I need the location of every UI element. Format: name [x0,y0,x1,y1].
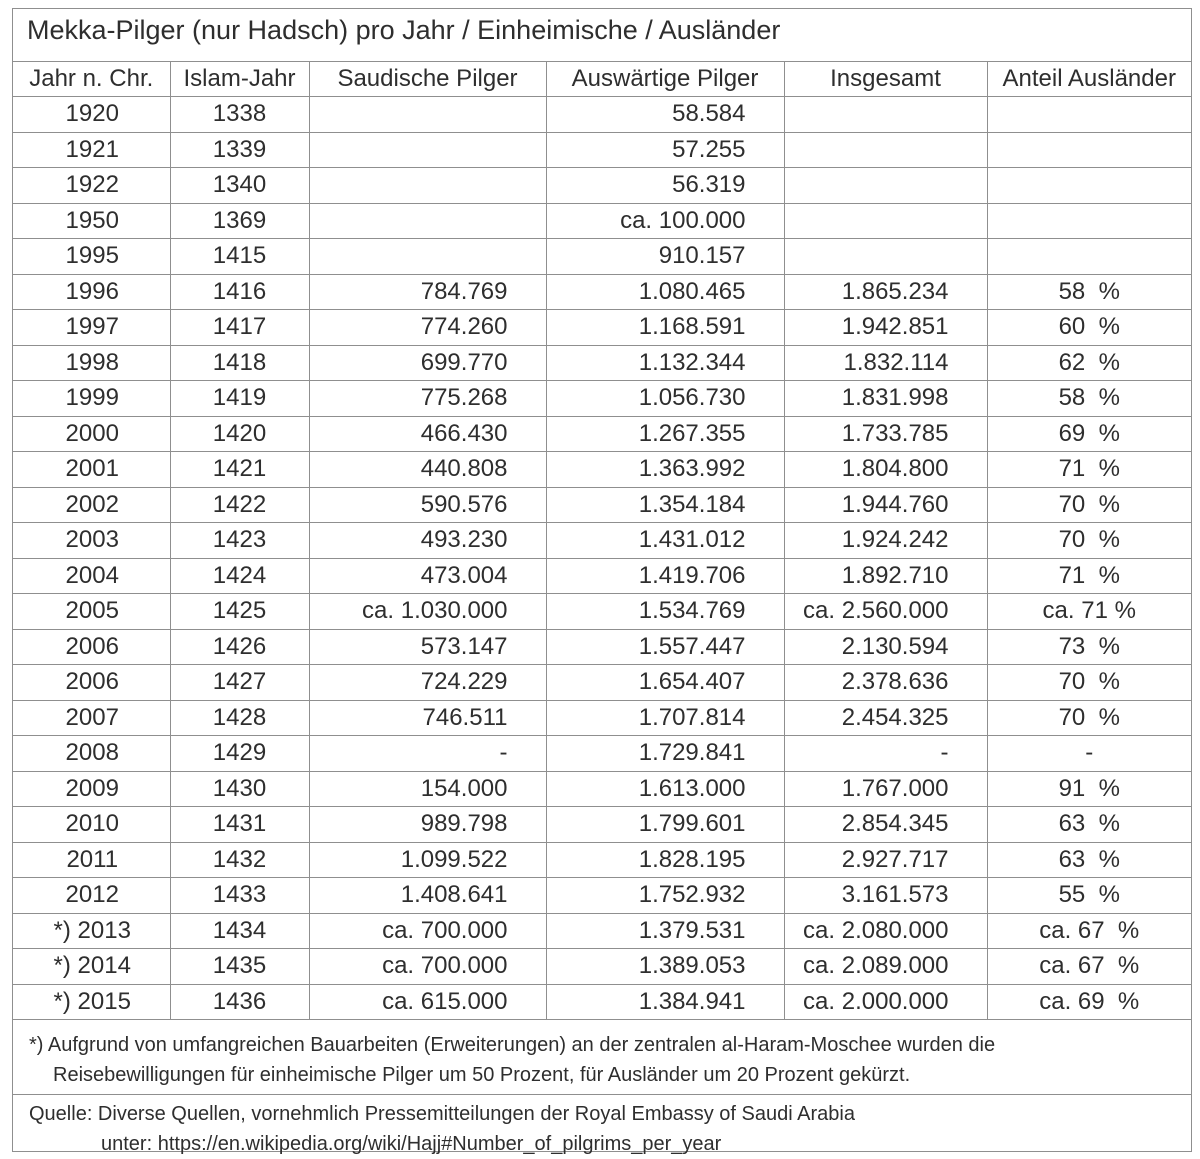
table-row [13,381,1191,417]
cell-year: 1920 [13,97,170,133]
source-note [13,1095,1191,1159]
cell-foreign-share: 69 % [987,416,1191,452]
cell-foreign-share: 63 % [987,842,1191,878]
source-url[interactable]: https://en.wikipedia.org/wiki/Hajj#Number_of_pilgrims_per_year [157,1133,722,1155]
cell-islam-year: 1425 [170,594,309,630]
cell-foreign-pilgrims: 1.752.932 [546,878,784,914]
cell-saudi-pilgrims: 154.000 [309,771,546,807]
cell-islam-year: 1432 [170,842,309,878]
cell-islam-year: 1428 [170,700,309,736]
cell-total: 2.854.345 [784,807,987,843]
cell-year: *) 2013 [13,913,170,949]
cell-total: 1.942.851 [784,310,987,346]
cell-total: 1.944.760 [784,487,987,523]
cell-islam-year: 1369 [170,203,309,239]
cell-foreign-pilgrims: 1.431.012 [546,523,784,559]
cell-foreign-pilgrims: 1.707.814 [546,700,784,736]
cell-saudi-pilgrims: 784.769 [309,274,546,310]
cell-year: 1922 [13,168,170,204]
cell-foreign-share: ca. 69 % [987,984,1191,1020]
cell-year: 2010 [13,807,170,843]
source-prefix: unter: [101,1133,153,1155]
header-foreign-pilgrims: Auswärtige Pilger [546,61,784,97]
cell-foreign-pilgrims: 1.799.601 [546,807,784,843]
cell-foreign-pilgrims: 910.157 [546,239,784,275]
cell-foreign-pilgrims: ca. 100.000 [546,203,784,239]
table-body [13,97,1191,1020]
cell-year: 1999 [13,381,170,417]
header-saudi-pilgrims: Saudische Pilger [309,61,546,97]
cell-total [784,97,987,133]
cell-foreign-pilgrims: 1.729.841 [546,736,784,772]
cell-total [784,168,987,204]
cell-total [784,132,987,168]
cell-year: 2002 [13,487,170,523]
header-row [13,61,1191,97]
cell-year: 2000 [13,416,170,452]
cell-islam-year: 1431 [170,807,309,843]
cell-foreign-share: 55 % [987,878,1191,914]
cell-saudi-pilgrims: 590.576 [309,487,546,523]
table-row [13,274,1191,310]
cell-total: 2.454.325 [784,700,987,736]
table-row [13,984,1191,1020]
cell-foreign-share: 70 % [987,487,1191,523]
cell-saudi-pilgrims [309,239,546,275]
table-row [13,203,1191,239]
cell-saudi-pilgrims: 440.808 [309,452,546,488]
cell-saudi-pilgrims: ca. 700.000 [309,949,546,985]
cell-islam-year: 1338 [170,97,309,133]
cell-foreign-pilgrims: 1.354.184 [546,487,784,523]
cell-islam-year: 1416 [170,274,309,310]
cell-islam-year: 1433 [170,878,309,914]
cell-foreign-pilgrims: 1.080.465 [546,274,784,310]
cell-year: 2003 [13,523,170,559]
cell-total [784,239,987,275]
cell-year: 1998 [13,345,170,381]
cell-saudi-pilgrims: 724.229 [309,665,546,701]
cell-year: 2012 [13,878,170,914]
cell-year: 2001 [13,452,170,488]
cell-foreign-share: ca. 71 % [987,594,1191,630]
cell-saudi-pilgrims: 493.230 [309,523,546,559]
cell-total [784,203,987,239]
cell-foreign-share [987,203,1191,239]
footnote-line2: Reisebewilligungen für einheimische Pilger um 50 Prozent, für Ausländer um 20 Prozent gekürzt. [53,1064,911,1086]
cell-foreign-share [987,239,1191,275]
cell-year: 2008 [13,736,170,772]
cell-saudi-pilgrims [309,203,546,239]
table-row [13,132,1191,168]
cell-total: 2.130.594 [784,629,987,665]
table-row [13,736,1191,772]
cell-saudi-pilgrims [309,168,546,204]
cell-foreign-pilgrims: 1.613.000 [546,771,784,807]
cell-saudi-pilgrims: 1.099.522 [309,842,546,878]
cell-islam-year: 1427 [170,665,309,701]
cell-saudi-pilgrims: 699.770 [309,345,546,381]
header-total: Insgesamt [784,61,987,97]
cell-islam-year: 1417 [170,310,309,346]
cell-islam-year: 1422 [170,487,309,523]
table-row [13,310,1191,346]
table-row [13,665,1191,701]
table-row [13,558,1191,594]
cell-islam-year: 1434 [170,913,309,949]
cell-foreign-share: 62 % [987,345,1191,381]
pilgrim-table [13,61,1191,1020]
cell-saudi-pilgrims: ca. 1.030.000 [309,594,546,630]
cell-foreign-pilgrims: 1.384.941 [546,984,784,1020]
cell-saudi-pilgrims: 473.004 [309,558,546,594]
cell-islam-year: 1424 [170,558,309,594]
cell-total: ca. 2.000.000 [784,984,987,1020]
table-row [13,949,1191,985]
cell-saudi-pilgrims: 1.408.641 [309,878,546,914]
cell-total: 1.832.114 [784,345,987,381]
table-row [13,97,1191,133]
cell-saudi-pilgrims: ca. 615.000 [309,984,546,1020]
cell-total: 1.733.785 [784,416,987,452]
header-foreign-share: Anteil Ausländer [987,61,1191,97]
cell-saudi-pilgrims: - [309,736,546,772]
cell-foreign-share: 58 % [987,381,1191,417]
cell-islam-year: 1423 [170,523,309,559]
cell-foreign-share [987,97,1191,133]
cell-islam-year: 1429 [170,736,309,772]
cell-islam-year: 1430 [170,771,309,807]
cell-year: 2005 [13,594,170,630]
cell-islam-year: 1426 [170,629,309,665]
cell-foreign-pilgrims: 1.132.344 [546,345,784,381]
cell-total: 1.924.242 [784,523,987,559]
table-row [13,594,1191,630]
table-row [13,452,1191,488]
header-year: Jahr n. Chr. [13,61,170,97]
table-row [13,487,1191,523]
cell-foreign-pilgrims: 1.056.730 [546,381,784,417]
cell-year: 1996 [13,274,170,310]
cell-foreign-share: 70 % [987,665,1191,701]
cell-total: 1.767.000 [784,771,987,807]
cell-foreign-pilgrims: 1.168.591 [546,310,784,346]
cell-total: 1.892.710 [784,558,987,594]
cell-foreign-share [987,168,1191,204]
cell-foreign-pilgrims: 1.379.531 [546,913,784,949]
cell-total: 3.161.573 [784,878,987,914]
cell-year: 2006 [13,665,170,701]
cell-islam-year: 1421 [170,452,309,488]
cell-islam-year: 1435 [170,949,309,985]
table-row [13,878,1191,914]
cell-year: 2007 [13,700,170,736]
cell-saudi-pilgrims: 774.260 [309,310,546,346]
cell-foreign-pilgrims: 1.828.195 [546,842,784,878]
table-row [13,416,1191,452]
cell-islam-year: 1436 [170,984,309,1020]
cell-foreign-pilgrims: 1.389.053 [546,949,784,985]
cell-year: 2009 [13,771,170,807]
pilgrim-table-frame [12,8,1192,1155]
cell-year: 1921 [13,132,170,168]
cell-foreign-pilgrims: 1.534.769 [546,594,784,630]
cell-total: 1.831.998 [784,381,987,417]
source-line1: Quelle: Diverse Quellen, vornehmlich Pressemitteilungen der Royal Embassy of Saudi Arabia [29,1103,855,1125]
table-row [13,913,1191,949]
cell-saudi-pilgrims: 989.798 [309,807,546,843]
cell-foreign-share: ca. 67 % [987,913,1191,949]
cell-total: 2.927.717 [784,842,987,878]
cell-year: 2011 [13,842,170,878]
cell-saudi-pilgrims [309,132,546,168]
header-islam-year: Islam-Jahr [170,61,309,97]
table-row [13,771,1191,807]
cell-islam-year: 1340 [170,168,309,204]
cell-foreign-pilgrims: 57.255 [546,132,784,168]
table-row [13,345,1191,381]
cell-total: - [784,736,987,772]
table-row [13,629,1191,665]
cell-foreign-share: 71 % [987,558,1191,594]
cell-foreign-pilgrims: 58.584 [546,97,784,133]
cell-foreign-share: 73 % [987,629,1191,665]
cell-foreign-share: 71 % [987,452,1191,488]
cell-islam-year: 1419 [170,381,309,417]
cell-saudi-pilgrims: 466.430 [309,416,546,452]
cell-saudi-pilgrims: 573.147 [309,629,546,665]
cell-saudi-pilgrims [309,97,546,133]
cell-total: 1.804.800 [784,452,987,488]
cell-foreign-share: - [987,736,1191,772]
cell-year: 2004 [13,558,170,594]
table-row [13,700,1191,736]
footnote-line1: *) Aufgrund von umfangreichen Bauarbeiten (Erweiterungen) an der zentralen al-Haram-Moschee wurden die [29,1034,996,1056]
table-row [13,239,1191,275]
cell-foreign-share: 70 % [987,523,1191,559]
cell-foreign-share [987,132,1191,168]
cell-islam-year: 1339 [170,132,309,168]
cell-foreign-share: 70 % [987,700,1191,736]
cell-total: ca. 2.080.000 [784,913,987,949]
table-row [13,842,1191,878]
notes-section [13,1026,1191,1159]
cell-year: *) 2014 [13,949,170,985]
cell-year: 1995 [13,239,170,275]
cell-foreign-pilgrims: 1.654.407 [546,665,784,701]
cell-islam-year: 1415 [170,239,309,275]
cell-saudi-pilgrims: ca. 700.000 [309,913,546,949]
cell-total: 1.865.234 [784,274,987,310]
cell-foreign-pilgrims: 1.267.355 [546,416,784,452]
cell-year: 1997 [13,310,170,346]
cell-foreign-pilgrims: 1.557.447 [546,629,784,665]
cell-saudi-pilgrims: 746.511 [309,700,546,736]
table-title: Mekka-Pilger (nur Hadsch) pro Jahr / Einheimische / Ausländer [13,9,1191,62]
cell-foreign-pilgrims: 56.319 [546,168,784,204]
cell-total: 2.378.636 [784,665,987,701]
table-row [13,168,1191,204]
cell-foreign-pilgrims: 1.419.706 [546,558,784,594]
cell-foreign-share: 60 % [987,310,1191,346]
cell-year: *) 2015 [13,984,170,1020]
table-row [13,523,1191,559]
cell-year: 2006 [13,629,170,665]
cell-saudi-pilgrims: 775.268 [309,381,546,417]
cell-foreign-pilgrims: 1.363.992 [546,452,784,488]
cell-foreign-share: 91 % [987,771,1191,807]
cell-islam-year: 1420 [170,416,309,452]
cell-total: ca. 2.089.000 [784,949,987,985]
cell-total: ca. 2.560.000 [784,594,987,630]
cell-year: 1950 [13,203,170,239]
cell-foreign-share: 63 % [987,807,1191,843]
cell-foreign-share: ca. 67 % [987,949,1191,985]
cell-foreign-share: 58 % [987,274,1191,310]
footnote [13,1026,1191,1095]
table-row [13,807,1191,843]
cell-islam-year: 1418 [170,345,309,381]
